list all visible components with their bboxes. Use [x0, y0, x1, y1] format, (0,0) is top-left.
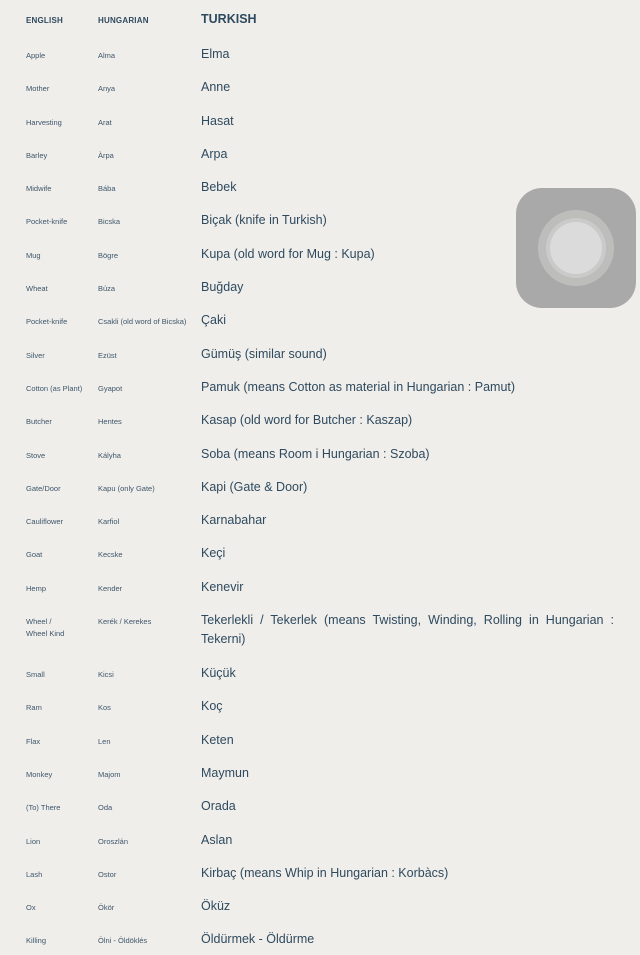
english-cell: Killing — [26, 936, 47, 946]
english-cell: Mug — [26, 250, 41, 260]
turkish-cell: Kirbaç (means Whip in Hungarian : Korbàcs) — [201, 865, 449, 880]
turkish-cell: Öküz — [201, 899, 231, 914]
turkish-cell: Kasap (old word for Butcher : Kaszap) — [201, 413, 413, 428]
turkish-cell: Biçak (knife in Turkish) — [201, 213, 327, 228]
turkish-cell: Buğday — [201, 280, 244, 295]
english-cell: Hemp — [26, 583, 47, 593]
hungarian-cell: Kecske — [98, 550, 123, 560]
table-row — [0, 502, 640, 535]
turkish-cell: Pamuk (means Cotton as material in Hungarian : Pamut) — [201, 379, 516, 394]
table-row — [0, 336, 640, 369]
assistive-touch-button[interactable] — [516, 188, 636, 308]
hungarian-cell: Hentes — [98, 417, 122, 427]
turkish-cell: Elma — [201, 47, 230, 61]
hungarian-cell: Ölni - Öldöklés — [98, 936, 148, 946]
english-cell: Pocket-knife — [26, 317, 68, 327]
turkish-cell: Gümüş (similar sound) — [201, 346, 327, 361]
hungarian-cell: Ostor — [98, 869, 117, 879]
table-row — [0, 722, 640, 755]
table-row — [0, 655, 640, 688]
english-cell: Mother — [26, 84, 50, 94]
hungarian-cell: Kicsi — [98, 670, 114, 680]
table-row — [0, 136, 640, 169]
hungarian-cell: Anya — [98, 84, 116, 94]
hungarian-cell: Kályha — [98, 450, 121, 460]
column-header-turkish: TURKISH — [201, 12, 257, 26]
hungarian-cell: Gyapot — [98, 383, 123, 393]
hungarian-cell: Bába — [98, 184, 116, 194]
english-cell: Silver — [26, 350, 45, 360]
hungarian-cell: Kapu (only Gate) — [98, 483, 155, 493]
turkish-cell: Tekerlekli / Tekerlek (means Twisting, Winding, Rolling in Hungarian : Tekerni) — [201, 613, 614, 647]
word-table — [0, 36, 640, 955]
english-cell: Ox — [26, 903, 36, 913]
english-cell: (To) There — [26, 803, 61, 813]
hungarian-cell: Àrpa — [98, 150, 114, 160]
table-row — [0, 602, 640, 655]
english-cell: Stove — [26, 450, 46, 460]
hungarian-cell: Kos — [98, 703, 111, 713]
table-header — [0, 0, 640, 38]
english-cell: Goat — [26, 550, 43, 560]
turkish-cell: Çaki — [201, 313, 227, 328]
turkish-cell: Soba (means Room i Hungarian : Szoba) — [201, 446, 430, 461]
table-row — [0, 688, 640, 721]
hungarian-cell: Bicska — [98, 217, 121, 227]
hungarian-cell: Majom — [98, 769, 121, 779]
turkish-cell: Hasat — [201, 113, 234, 128]
hungarian-cell: Karfiol — [98, 517, 120, 527]
english-cell: Gate/Door — [26, 483, 61, 493]
english-cell: Pocket-knife — [26, 217, 68, 227]
table-row — [0, 855, 640, 888]
table-row — [0, 822, 640, 855]
english-cell: Wheat — [26, 284, 48, 294]
turkish-cell: Kenevir — [201, 579, 244, 594]
table-row — [0, 436, 640, 469]
table-row — [0, 569, 640, 602]
table-row — [0, 69, 640, 102]
table-row — [0, 103, 640, 136]
english-cell: Small — [26, 670, 45, 680]
hungarian-cell: Kerék / Kerekes — [98, 617, 152, 627]
english-cell: Cauliflower — [26, 517, 64, 527]
turkish-cell: Kupa (old word for Mug : Kupa) — [201, 246, 375, 261]
hungarian-cell: Búza — [98, 284, 116, 294]
hungarian-cell: Ökör — [98, 903, 115, 913]
english-cell: Midwife — [26, 184, 52, 194]
turkish-cell: Keten — [201, 732, 234, 747]
english-cell: Barley — [26, 150, 48, 160]
table-row — [0, 469, 640, 502]
assistive-touch-core — [550, 222, 602, 274]
hungarian-cell: Arat — [98, 117, 112, 127]
turkish-cell: Küçük — [201, 666, 236, 681]
turkish-cell: Orada — [201, 799, 236, 814]
english-cell: Harvesting — [26, 117, 62, 127]
english-cell: Wheel / Wheel Kind — [26, 617, 65, 639]
hungarian-cell: Csakli (old word of Bicska) — [98, 317, 187, 327]
turkish-cell: Maymun — [201, 765, 249, 780]
hungarian-cell: Ezüst — [98, 350, 117, 360]
table-row — [0, 535, 640, 568]
english-cell: Ram — [26, 703, 42, 713]
english-cell: Flax — [26, 736, 41, 746]
hungarian-cell: Oda — [98, 803, 113, 813]
table-row — [0, 36, 640, 69]
hungarian-cell: Oroszlán — [98, 836, 129, 846]
column-header-english: ENGLISH — [26, 16, 63, 25]
table-row — [0, 402, 640, 435]
hungarian-cell: Len — [98, 736, 111, 746]
turkish-cell: Aslan — [201, 832, 233, 847]
turkish-cell: Keçi — [201, 546, 226, 561]
turkish-cell: Bebek — [201, 180, 237, 195]
turkish-cell: Kapi (Gate & Door) — [201, 479, 308, 494]
hungarian-cell: Bögre — [98, 250, 119, 260]
hungarian-cell: Kender — [98, 583, 123, 593]
turkish-cell: Anne — [201, 80, 231, 95]
column-header-hungarian: HUNGARIAN — [98, 16, 149, 25]
table-row — [0, 369, 640, 402]
english-cell: Butcher — [26, 417, 52, 427]
turkish-cell: Öldürmek - Öldürme — [201, 932, 315, 947]
hungarian-cell: Alma — [98, 51, 116, 60]
english-cell: Cotton (as Plant) — [26, 383, 83, 393]
table-row — [0, 788, 640, 821]
turkish-cell: Arpa — [201, 146, 228, 161]
english-cell: Apple — [26, 51, 46, 60]
table-row — [0, 888, 640, 921]
english-cell: Monkey — [26, 769, 53, 779]
turkish-cell: Karnabahar — [201, 513, 267, 528]
table-row — [0, 921, 640, 954]
english-cell: Lash — [26, 869, 43, 879]
table-row — [0, 755, 640, 788]
turkish-cell: Koç — [201, 699, 223, 714]
english-cell: Lion — [26, 836, 41, 846]
